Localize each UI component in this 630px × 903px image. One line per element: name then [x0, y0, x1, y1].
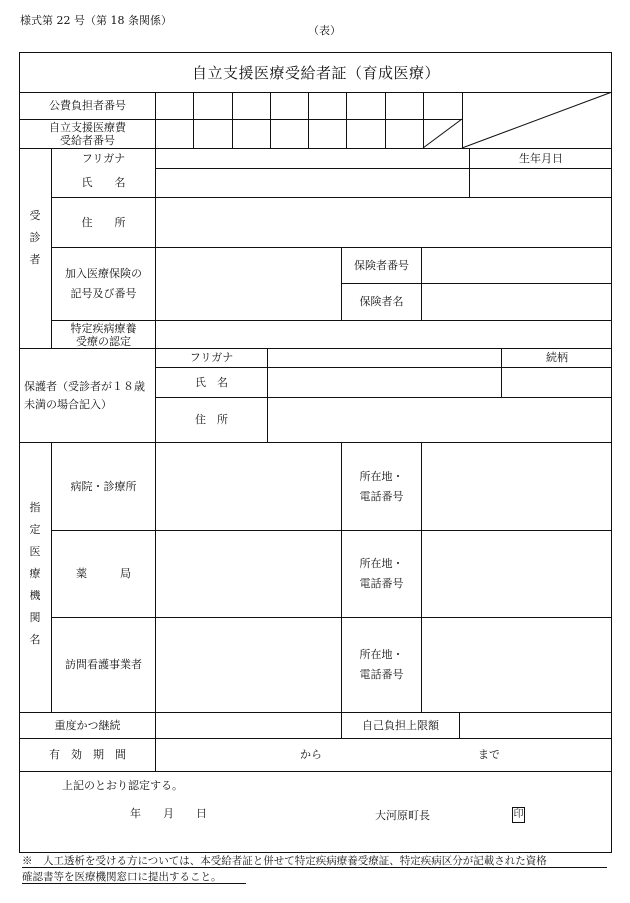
recipient-number-label-line2: 受給者番号 — [60, 134, 115, 147]
insurance-label-line2: 記号及び番号 — [70, 287, 137, 300]
insurance-label — [52, 248, 155, 320]
page-title: 自立支援医療受給者証（育成医療） — [191, 63, 440, 82]
guardian-label-line2: 未満の場合記入） — [24, 398, 112, 411]
pharmacy-label: 薬 局 — [76, 567, 131, 580]
relationship-label: 続柄 — [546, 351, 568, 364]
specific-disease-label-line2: 受療の認定 — [76, 334, 131, 348]
specific-disease-label-line1: 特定疾病療養 — [70, 321, 137, 335]
issuer-name: 大河原町長 — [375, 809, 430, 822]
validity-label: 有 効 期 間 — [49, 748, 126, 761]
guardian-label — [24, 378, 145, 414]
patient-name-label: 氏 名 — [81, 176, 126, 189]
insurer-number-label: 保険者番号 — [354, 258, 409, 272]
hospital-location-line2: 電話番号 — [359, 489, 404, 503]
recipient-number-label — [20, 120, 155, 148]
hospital-label: 病院・診療所 — [70, 479, 137, 493]
hospital-location-line1: 所在地・ — [359, 469, 404, 483]
birth-date-label: 生年月日 — [519, 151, 563, 165]
validity-to: まで — [478, 748, 500, 761]
form-number: 様式第 22 号（第 18 条関係） — [20, 14, 172, 27]
insurance-label-line1: 加入医療保険の — [65, 267, 142, 280]
validity-from: から — [300, 748, 322, 761]
guardian-furigana-label: フリガナ — [189, 351, 234, 364]
recipient-number-label-line1: 自立支援医療費 — [49, 121, 126, 134]
copay-limit-label: 自己負担上限額 — [362, 718, 439, 732]
payer-number-label: 公費負担者番号 — [49, 99, 126, 112]
pharmacy-location-line2: 電話番号 — [359, 577, 404, 590]
specific-disease-label — [52, 321, 155, 348]
pharmacy-location-label — [342, 531, 421, 617]
footnote-line1: ※ 人工透析を受ける方については、本受給者証と併せて特定疾病療養受療証、特定疾病区分が記載された資格 — [22, 855, 547, 867]
hospital-location-label — [342, 443, 421, 530]
certification-statement: 上記のとおり認定する。 — [62, 779, 183, 792]
patient-section-label: 受診者 — [29, 209, 41, 266]
guardian-label-line1: 保護者（受診者が１８歳 — [24, 380, 145, 393]
insurer-name-label: 保険者名 — [359, 295, 404, 308]
patient-address-label: 住 所 — [81, 215, 126, 229]
footnote-line2: 確認書等を医療機関窓口に提出すること。 — [22, 871, 222, 883]
seal-mark: 印 — [512, 807, 525, 823]
guardian-address-label: 住 所 — [195, 413, 228, 426]
nursing-location-line1: 所在地・ — [359, 648, 404, 661]
pharmacy-location-line1: 所在地・ — [359, 557, 404, 570]
certification-date: 年 月 日 — [130, 807, 207, 820]
front-side-label: （表） — [308, 24, 341, 37]
patient-furigana-label: フリガナ — [81, 151, 126, 165]
nursing-label: 訪問看護事業者 — [65, 658, 142, 671]
nursing-location-line2: 電話番号 — [359, 668, 404, 681]
severity-label: 重度かつ継続 — [54, 718, 121, 732]
guardian-name-label: 氏 名 — [195, 375, 228, 389]
institution-section-label: 指定医療機関名 — [29, 501, 41, 646]
nursing-location-label — [342, 618, 421, 712]
